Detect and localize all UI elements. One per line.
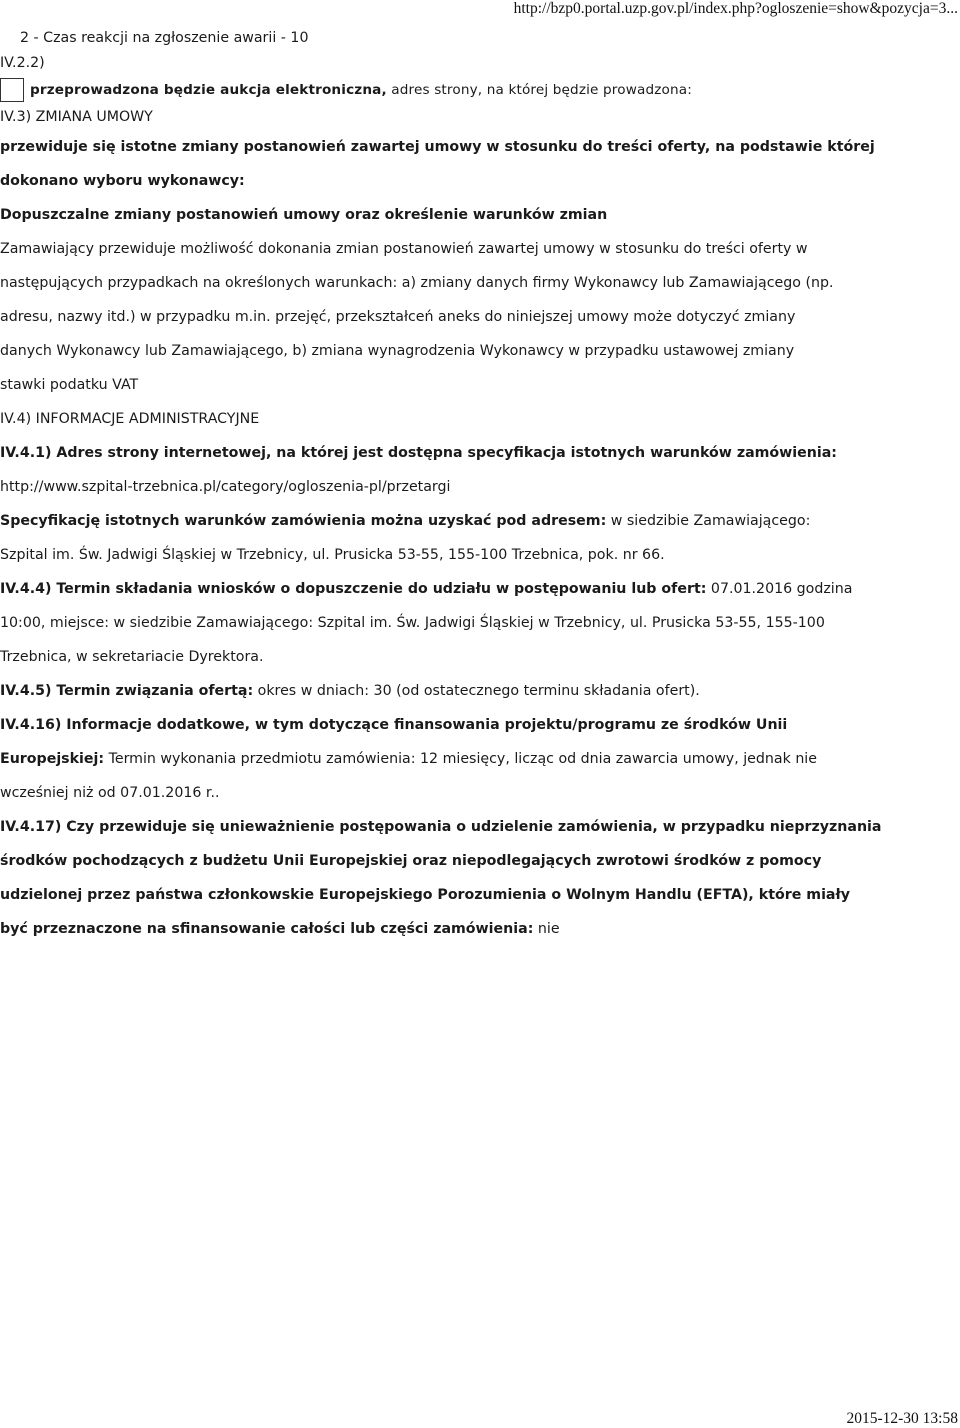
contract-change-body-line-2: następujących przypadkach na określonych warunkach: a) zmiany danych firmy Wykonawcy lub Zamawiającego (np. [0,275,834,291]
section-iv-2-2-heading: IV.2.2) [0,55,45,71]
section-iv-4-heading: IV.4) INFORMACJE ADMINISTRACYJNE [0,411,260,427]
iv-4-4-line-2: 10:00, miejsce: w siedzibie Zamawiającego: Szpital im. Św. Jadwigi Śląskiej w Trzebnicy, ul. Prusicka 53-55, 155-100 [0,615,825,631]
contract-change-intro-line-2: dokonano wyboru wykonawcy: [0,173,245,189]
spec-address-line-1 [0,504,950,538]
iv-4-5-label: IV.4.5) Termin związania ofertą: [0,683,254,699]
electronic-auction-row [0,76,950,104]
iv-4-17-line-4 [0,912,950,946]
contract-change-intro-line-1: przewiduje się istotne zmiany postanowień zawartej umowy w stosunku do treści oferty, na podstawie której [0,139,875,155]
electronic-auction-label [30,82,692,98]
iv-4-4-line-3: Trzebnica, w sekretariacie Dyrektora. [0,649,264,665]
iv-4-16-line-2 [0,742,950,776]
iv-4-17-line-3: udzielonej przez państwa członkowskie Europejskiego Porozumienia o Wolnym Handlu (EFTA), które miały [0,887,851,903]
print-timestamp: 2015-12-30 13:58 [846,1410,958,1427]
spec-address-rest: w siedzibie Zamawiającego: [606,513,811,529]
spec-address-line-2: Szpital im. Św. Jadwigi Śląskiej w Trzebnicy, ul. Prusicka 53-55, 155-100 Trzebnica, pok. nr 66. [0,547,665,563]
contract-change-body-line-5: stawki podatku VAT [0,377,139,393]
iv-4-17-label-end: być przeznaczone na sfinansowanie całości lub części zamówienia: [0,921,534,937]
iv-4-17-line-2: środków pochodzących z budżetu Unii Europejskiej oraz niepodlegających zwrotowi środków z pomocy [0,853,822,869]
page-url-header: http://bzp0.portal.uzp.gov.pl/index.php?ogloszenie=show&pozycja=3... [513,0,958,17]
iv-4-4-line-1 [0,572,950,606]
spec-address-label: Specyfikację istotnych warunków zamówienia można uzyskać pod adresem: [0,513,607,529]
iv-4-4-rest: 07.01.2016 godzina [706,581,853,597]
electronic-auction-checkbox[interactable] [0,78,24,102]
electronic-auction-label-bold: przeprowadzona będzie aukcja elektroniczna, [30,82,387,98]
announcement-document [0,26,950,946]
electronic-auction-label-rest: adres strony, na której będzie prowadzona: [386,82,692,98]
criteria-item: 2 - Czas reakcji na zgłoszenie awarii - 10 [20,30,309,46]
iv-4-1-label: IV.4.1) Adres strony internetowej, na której jest dostępna specyfikacja istotnych warunków zamówienia: [0,445,837,461]
iv-4-17-line-1: IV.4.17) Czy przewiduje się unieważnienie postępowania o udzielenie zamówienia, w przypadku nieprzyznania [0,819,882,835]
iv-4-16-rest: Termin wykonania przedmiotu zamówienia: 12 miesięcy, licząc od dnia zawarcia umowy, jednak nie [104,751,817,767]
iv-4-16-line-3: wcześniej niż od 07.01.2016 r.. [0,785,220,801]
contract-change-body-line-1: Zamawiający przewiduje możliwość dokonania zmian postanowień zawartej umowy w stosunku do treści oferty w [0,241,808,257]
contract-change-body-line-3: adresu, nazwy itd.) w przypadku m.in. przejęć, przekształceń aneks do niniejszej umowy może dotyczyć zmiany [0,309,796,325]
iv-4-5-line [0,674,950,708]
iv-4-1-url: http://www.szpital-trzebnica.pl/category/ogloszenia-pl/przetargi [0,479,451,495]
contract-change-body-line-4: danych Wykonawcy lub Zamawiającego, b) zmiana wynagrodzenia Wykonawcy w przypadku ustawowej zmiany [0,343,795,359]
contract-change-subheading: Dopuszczalne zmiany postanowień umowy oraz określenie warunków zmian [0,207,608,223]
iv-4-16-label-end: Europejskiej: [0,751,105,767]
section-iv-3-heading: IV.3) ZMIANA UMOWY [0,109,153,125]
iv-4-5-rest: okres w dniach: 30 (od ostatecznego terminu składania ofert). [253,683,700,699]
iv-4-17-answer: nie [533,921,560,937]
iv-4-16-line-1: IV.4.16) Informacje dodatkowe, w tym dotyczące finansowania projektu/programu ze środków Unii [0,717,788,733]
iv-4-4-label: IV.4.4) Termin składania wniosków o dopuszczenie do udziału w postępowaniu lub ofert: [0,581,707,597]
